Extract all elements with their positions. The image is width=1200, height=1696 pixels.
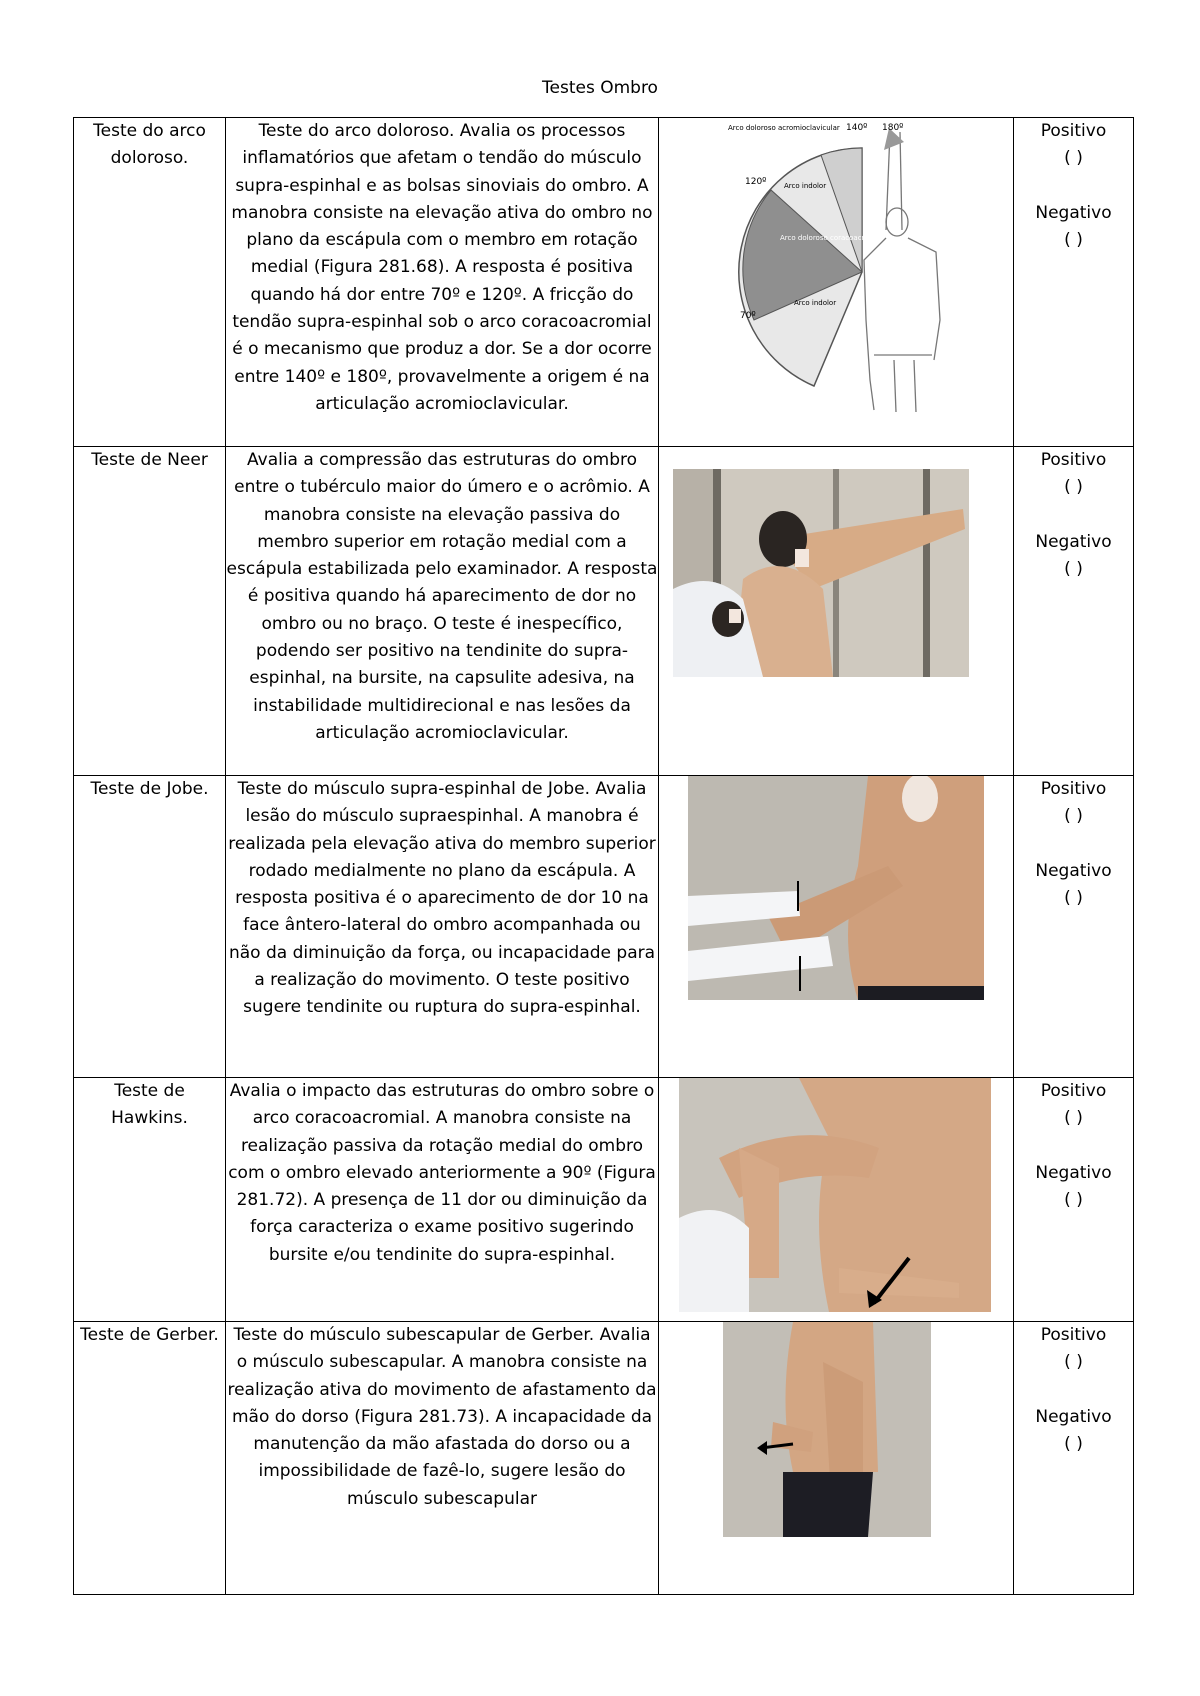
table-row — [74, 1322, 1134, 1595]
diagram-label-180: 180º — [882, 123, 904, 133]
test-description: Avalia o impacto das estruturas do ombro sobre o arco coracoacromial. A manobra consiste na realização passiva da rotação medial do ombro com o ombro elevado anteriormente a 90º (Figura 281.72). A presença de 11 dor ou diminuição da força caracteriza o exame positivo sugerindo bursite e/ou tendinite do supra-espinhal. — [226, 1078, 659, 1322]
table-row — [74, 1078, 1134, 1322]
result-cell — [1014, 118, 1134, 447]
positive-label: Positivo — [1040, 779, 1107, 799]
diagram-label-acromio: Arco doloroso acromioclavicular — [728, 124, 840, 132]
image-cell — [659, 776, 1014, 1078]
image-cell — [659, 1322, 1014, 1595]
hawkins-test-photo — [679, 1078, 991, 1312]
test-name: Teste do arco doloroso. — [74, 118, 226, 447]
test-description: Avalia a compressão das estruturas do ombro entre o tubérculo maior do úmero e o acrômio. A manobra consiste na elevação passiva do membro superior em rotação medial com a escápula estabilizada pelo examinador. A resposta é positiva quando há aparecimento de dor no ombro ou no braço. O teste é inespecífico, podendo ser positivo na tendinite do supra-espinhal, na bursite, na capsulite adesiva, na instabilidade multidirecional e nas lesões da articulação acromioclavicular. — [226, 447, 659, 776]
negative-checkbox[interactable]: ( ) — [1064, 1189, 1083, 1210]
diagram-label-140: 140º — [846, 123, 868, 133]
table-row — [74, 118, 1134, 447]
test-name: Teste de Jobe. — [74, 776, 226, 1078]
diagram-label-indolor-top: Arco indolor — [784, 182, 827, 190]
diagram-label-indolor-bottom: Arco indolor — [794, 299, 837, 307]
tests-table — [73, 117, 1134, 1595]
negative-label: Negativo — [1035, 202, 1112, 223]
image-cell — [659, 118, 1014, 447]
negative-checkbox[interactable]: ( ) — [1064, 229, 1083, 250]
diagram-label-120: 120º — [745, 177, 767, 187]
negative-label: Negativo — [1035, 860, 1112, 881]
test-name: Teste de Gerber. — [74, 1322, 226, 1595]
positive-label: Positivo — [1040, 1081, 1107, 1101]
test-description: Teste do músculo supra-espinhal de Jobe. Avalia lesão do músculo supraespinhal. A manobra é realizada pela elevação ativa do membro superior rodado medialmente no plano da escápula. A resposta positiva é o aparecimento de dor 10 na face ântero-lateral do ombro acompanhada ou não da diminuição da força, ou incapacidade para a realização do movimento. O teste positivo sugere tendinite ou ruptura do supra-espinhal. — [226, 776, 659, 1078]
positive-label: Positivo — [1040, 121, 1107, 141]
gerber-test-photo — [723, 1322, 931, 1537]
positive-checkbox[interactable]: ( ) — [1064, 806, 1083, 827]
positive-checkbox[interactable]: ( ) — [1064, 1108, 1083, 1129]
diagram-label-coraco: Arco doloroso coracoacromial — [780, 234, 884, 242]
jobe-test-photo — [688, 776, 984, 1000]
neer-test-photo — [673, 469, 969, 677]
positive-checkbox[interactable]: ( ) — [1064, 1352, 1083, 1373]
positive-label: Positivo — [1040, 450, 1107, 470]
negative-checkbox[interactable]: ( ) — [1064, 887, 1083, 908]
result-cell — [1014, 1322, 1134, 1595]
result-cell — [1014, 1078, 1134, 1322]
diagram-label-70: 70º — [740, 311, 756, 321]
negative-checkbox[interactable]: ( ) — [1064, 1433, 1083, 1454]
table-row — [74, 447, 1134, 776]
positive-label: Positivo — [1040, 1325, 1107, 1345]
page-title: Testes Ombro — [542, 78, 658, 98]
negative-label: Negativo — [1035, 1406, 1112, 1427]
positive-checkbox[interactable]: ( ) — [1064, 148, 1083, 169]
result-cell — [1014, 447, 1134, 776]
painful-arc-diagram — [714, 120, 954, 420]
test-name: Teste de Neer — [74, 447, 226, 776]
test-description: Teste do arco doloroso. Avalia os processos inflamatórios que afetam o tendão do músculo supra-espinhal e as bolsas sinoviais do ombro. A manobra consiste na elevação ativa do ombro no plano da escápula com o membro em rotação medial (Figura 281.68). A resposta é positiva quando há dor entre 70º e 120º. A fricção do tendão supra-espinhal sob o arco coracoacromial é o mecanismo que produz a dor. Se a dor ocorre entre 140º e 180º, provavelmente a origem é na articulação acromioclavicular. — [226, 118, 659, 447]
table-row — [74, 776, 1134, 1078]
positive-checkbox[interactable]: ( ) — [1064, 477, 1083, 498]
image-cell — [659, 447, 1014, 776]
test-description: Teste do músculo subescapular de Gerber. Avalia o músculo subescapular. A manobra consiste na realização ativa do movimento de afastamento da mão do dorso (Figura 281.73). A incapacidade da manutenção da mão afastada do dorso ou a impossibilidade de fazê-lo, sugere lesão do músculo subescapular — [226, 1322, 659, 1595]
image-cell — [659, 1078, 1014, 1322]
negative-label: Negativo — [1035, 531, 1112, 552]
negative-checkbox[interactable]: ( ) — [1064, 558, 1083, 579]
test-name: Teste de Hawkins. — [74, 1078, 226, 1322]
result-cell — [1014, 776, 1134, 1078]
negative-label: Negativo — [1035, 1162, 1112, 1183]
